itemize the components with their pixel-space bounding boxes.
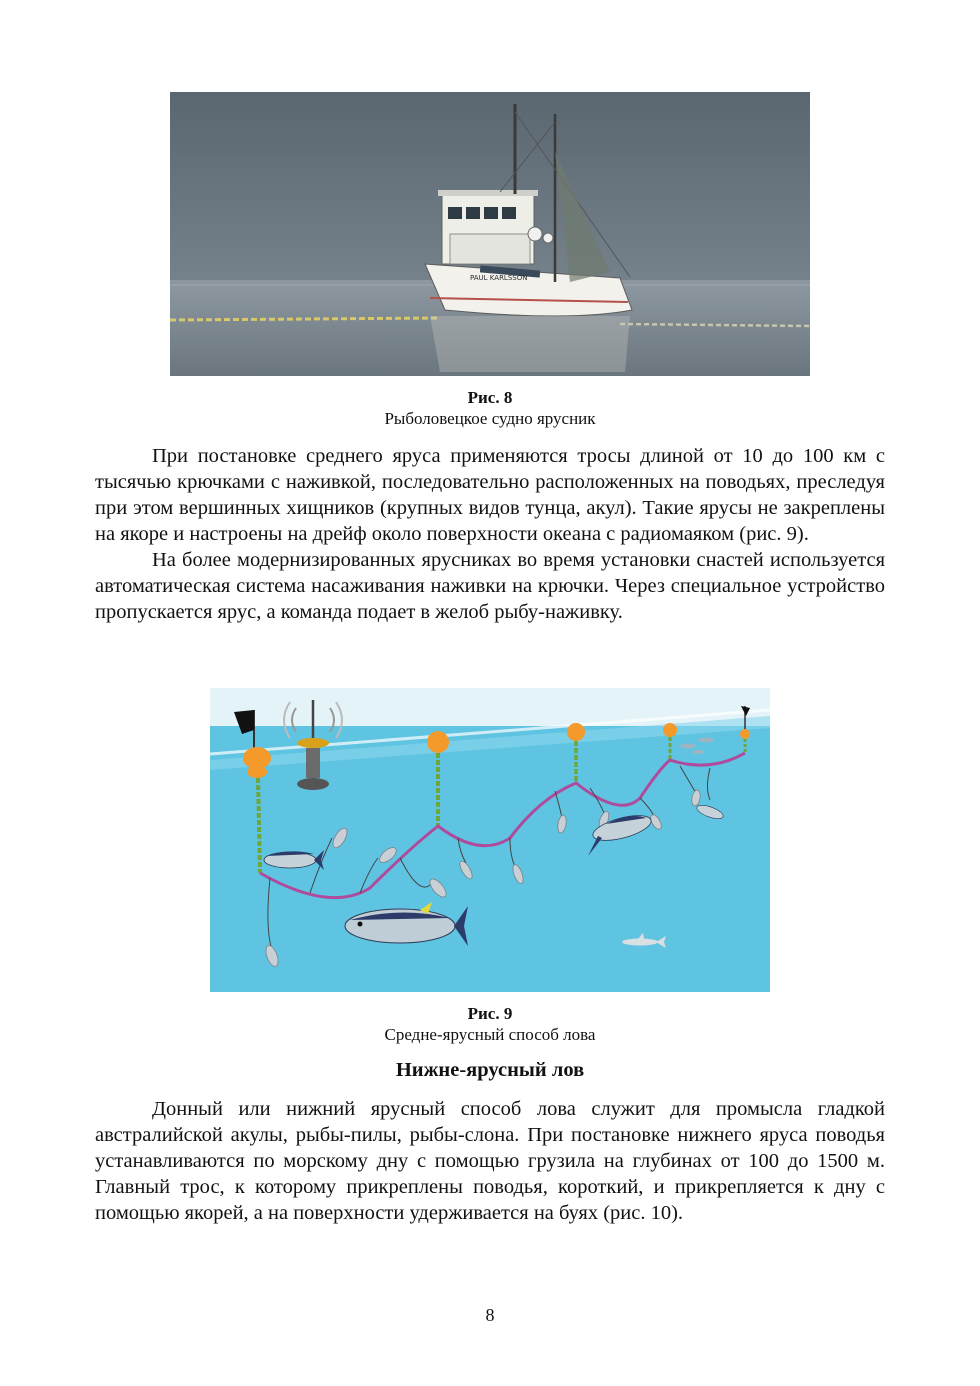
paragraph: При постановке среднего яруса применяются тросы длиной от 10 до 100 км с тысячью крючками с наживкой, последовательно расположенных на поводьях, преследуя при этом вершинных хищников (крупных видов тунца, акул). Такие ярусы не закреплены на якоре и настроены на дрейф около поверхности океана с радиомаяком (рис. 9). — [95, 445, 885, 545]
figure-8-caption — [0, 387, 980, 429]
ship-name-label: PAUL KARLSSON — [470, 274, 528, 282]
figure-8-title: Рыболовецкое судно ярусник — [384, 409, 596, 428]
section-heading: Нижне-ярусный лов — [395, 1059, 585, 1081]
body-text-bottom — [95, 1096, 885, 1226]
float-icon — [663, 723, 677, 737]
figure-8-photo — [170, 92, 810, 376]
page-number: 8 — [485, 1305, 495, 1325]
figure-9-title: Средне-ярусный способ лова — [384, 1025, 596, 1044]
figure-8-number: Рис. 8 — [467, 388, 513, 407]
midwater-longline-illustration — [210, 688, 770, 992]
body-text-top — [95, 443, 885, 625]
paragraph: На более модернизированных ярусниках во время установки снастей используется автоматическая система насаживания наживки на крючки. Через специальное устройство пропускается ярус, а команда подает в желоб рыбу-наживку. — [95, 549, 885, 623]
figure-9-number: Рис. 9 — [467, 1004, 513, 1023]
figure-9-caption — [0, 1003, 980, 1045]
paragraph: Донный или нижний ярусный способ лова служит для промысла гладкой австралийской акулы, рыбы-пилы, рыбы-слона. При постановке нижнего яруса поводья устанавливаются по морскому дну с помощью грузила на глубинах от 100 до 1500 м. Главный трос, к которому прикреплены поводья, короткий, и прикрепляется к дну с помощью якорей, а на поверхности удерживается на буях (рис. 10). — [95, 1098, 885, 1224]
figure-9-diagram — [210, 688, 770, 992]
float-icon — [427, 731, 449, 753]
float-icon — [567, 723, 585, 741]
longliner-ship-illustration — [170, 92, 810, 376]
